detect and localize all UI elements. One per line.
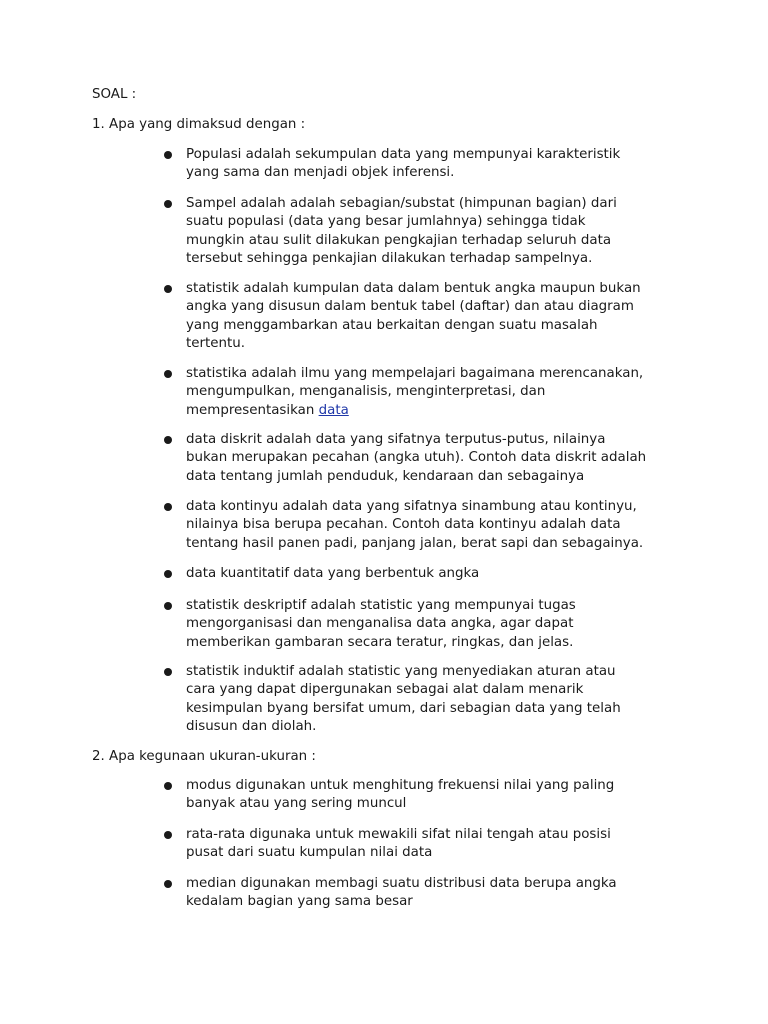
- text-line: statistik deskriptif adalah statistic yang mempunyai tugas: [186, 598, 576, 613]
- list-item-text: [186, 365, 686, 420]
- text-line: angka yang disusun dalam bentuk tabel (daftar) dan atau diagram: [186, 299, 634, 315]
- text-line: data tentang jumlah penduduk, kendaraan dan sebagainya: [186, 468, 585, 484]
- text-line: median digunakan membagi suatu distribusi data berupa angka: [186, 876, 617, 891]
- text-line: suatu populasi (data yang besar jumlahnya) sehingga tidak: [186, 214, 586, 230]
- text-line: nilainya bisa berupa pecahan. Contoh data kontinyu adalah data: [186, 517, 621, 533]
- text-line: rata-rata digunaka untuk mewakili sifat nilai tengah atau posisi: [186, 827, 611, 842]
- list-item-text: [186, 777, 686, 814]
- question-1: 1. Apa yang dimaksud dengan :: [92, 117, 306, 132]
- text-line: statistika adalah ilmu yang mempelajari bagaimana merencanakan,: [186, 366, 644, 381]
- text-line: yang menggambarkan atau berkaitan dengan suatu masalah: [186, 317, 598, 333]
- bullet-icon: [164, 880, 172, 888]
- text-line: statistik induktif adalah statistic yang menyediakan aturan atau: [186, 664, 616, 679]
- text-line: yang sama dan menjadi objek inferensi.: [186, 165, 455, 181]
- text-line: cara yang dapat dipergunakan sebagai alat dalam menarik: [186, 682, 584, 698]
- bullet-icon: [164, 831, 172, 839]
- data-link[interactable]: data: [318, 402, 349, 418]
- list-item-text: [186, 565, 686, 583]
- text-line: tentang hasil panen padi, panjang jalan, berat sapi dan sebagainya.: [186, 535, 644, 551]
- bullet-icon: [164, 503, 172, 511]
- text-fragment: mempresentasikan: [186, 402, 319, 418]
- list-item-text: [186, 431, 686, 486]
- text-line: Sampel adalah adalah sebagian/substat (himpunan bagian) dari: [186, 196, 617, 211]
- text-line: tersebut sehingga penkajian dilakukan terhadap sampelnya.: [186, 250, 593, 266]
- text-line: statistik adalah kumpulan data dalam bentuk angka maupun bukan: [186, 281, 641, 296]
- text-line: tertentu.: [186, 335, 245, 351]
- list-item-text: [186, 826, 686, 863]
- question-2: 2. Apa kegunaan ukuran-ukuran :: [92, 749, 316, 764]
- list-item-text: [186, 146, 686, 183]
- text-line: mengumpulkan, menganalisis, menginterpretasi, dan: [186, 384, 546, 400]
- list-item-text: [186, 195, 686, 268]
- list-item-text: [186, 597, 686, 652]
- text-line: data kontinyu adalah data yang sifatnya sinambung atau kontinyu,: [186, 499, 637, 514]
- bullet-icon: [164, 436, 172, 444]
- text-line: memberikan gambaran secara teratur, ringkas, dan jelas.: [186, 634, 574, 650]
- list-item-text: [186, 280, 686, 353]
- bullet-icon: [164, 570, 172, 578]
- list-item-text: [186, 498, 686, 553]
- text-line: kesimpulan byang bersifat umum, dari sebagian data yang telah: [186, 700, 621, 716]
- page-heading: SOAL :: [92, 87, 137, 102]
- bullet-icon: [164, 285, 172, 293]
- text-line: mungkin atau sulit dilakukan pengkajian terhadap seluruh data: [186, 232, 612, 248]
- bullet-icon: [164, 782, 172, 790]
- bullet-icon: [164, 151, 172, 159]
- bullet-icon: [164, 602, 172, 610]
- text-line: Populasi adalah sekumpulan data yang mempunyai karakteristik: [186, 147, 621, 162]
- text-line: pusat dari suatu kumpulan nilai data: [186, 845, 433, 861]
- text-line: bukan merupakan pecahan (angka utuh). Contoh data diskrit adalah: [186, 450, 647, 466]
- text-line: data kuantitatif data yang berbentuk angka: [186, 566, 480, 581]
- list-item-text: [186, 875, 686, 912]
- list-item-text: [186, 663, 686, 736]
- text-line: mengorganisasi dan menganalisa data angka, agar dapat: [186, 616, 574, 632]
- bullet-icon: [164, 668, 172, 676]
- text-line: modus digunakan untuk menghitung frekuensi nilai yang paling: [186, 778, 615, 793]
- text-line: data diskrit adalah data yang sifatnya terputus-putus, nilainya: [186, 432, 606, 447]
- text-line: disusun dan diolah.: [186, 718, 317, 734]
- text-line: kedalam bagian yang sama besar: [186, 894, 413, 910]
- bullet-icon: [164, 370, 172, 378]
- text-line: banyak atau yang sering muncul: [186, 796, 407, 812]
- bullet-icon: [164, 200, 172, 208]
- text-line: [186, 402, 686, 420]
